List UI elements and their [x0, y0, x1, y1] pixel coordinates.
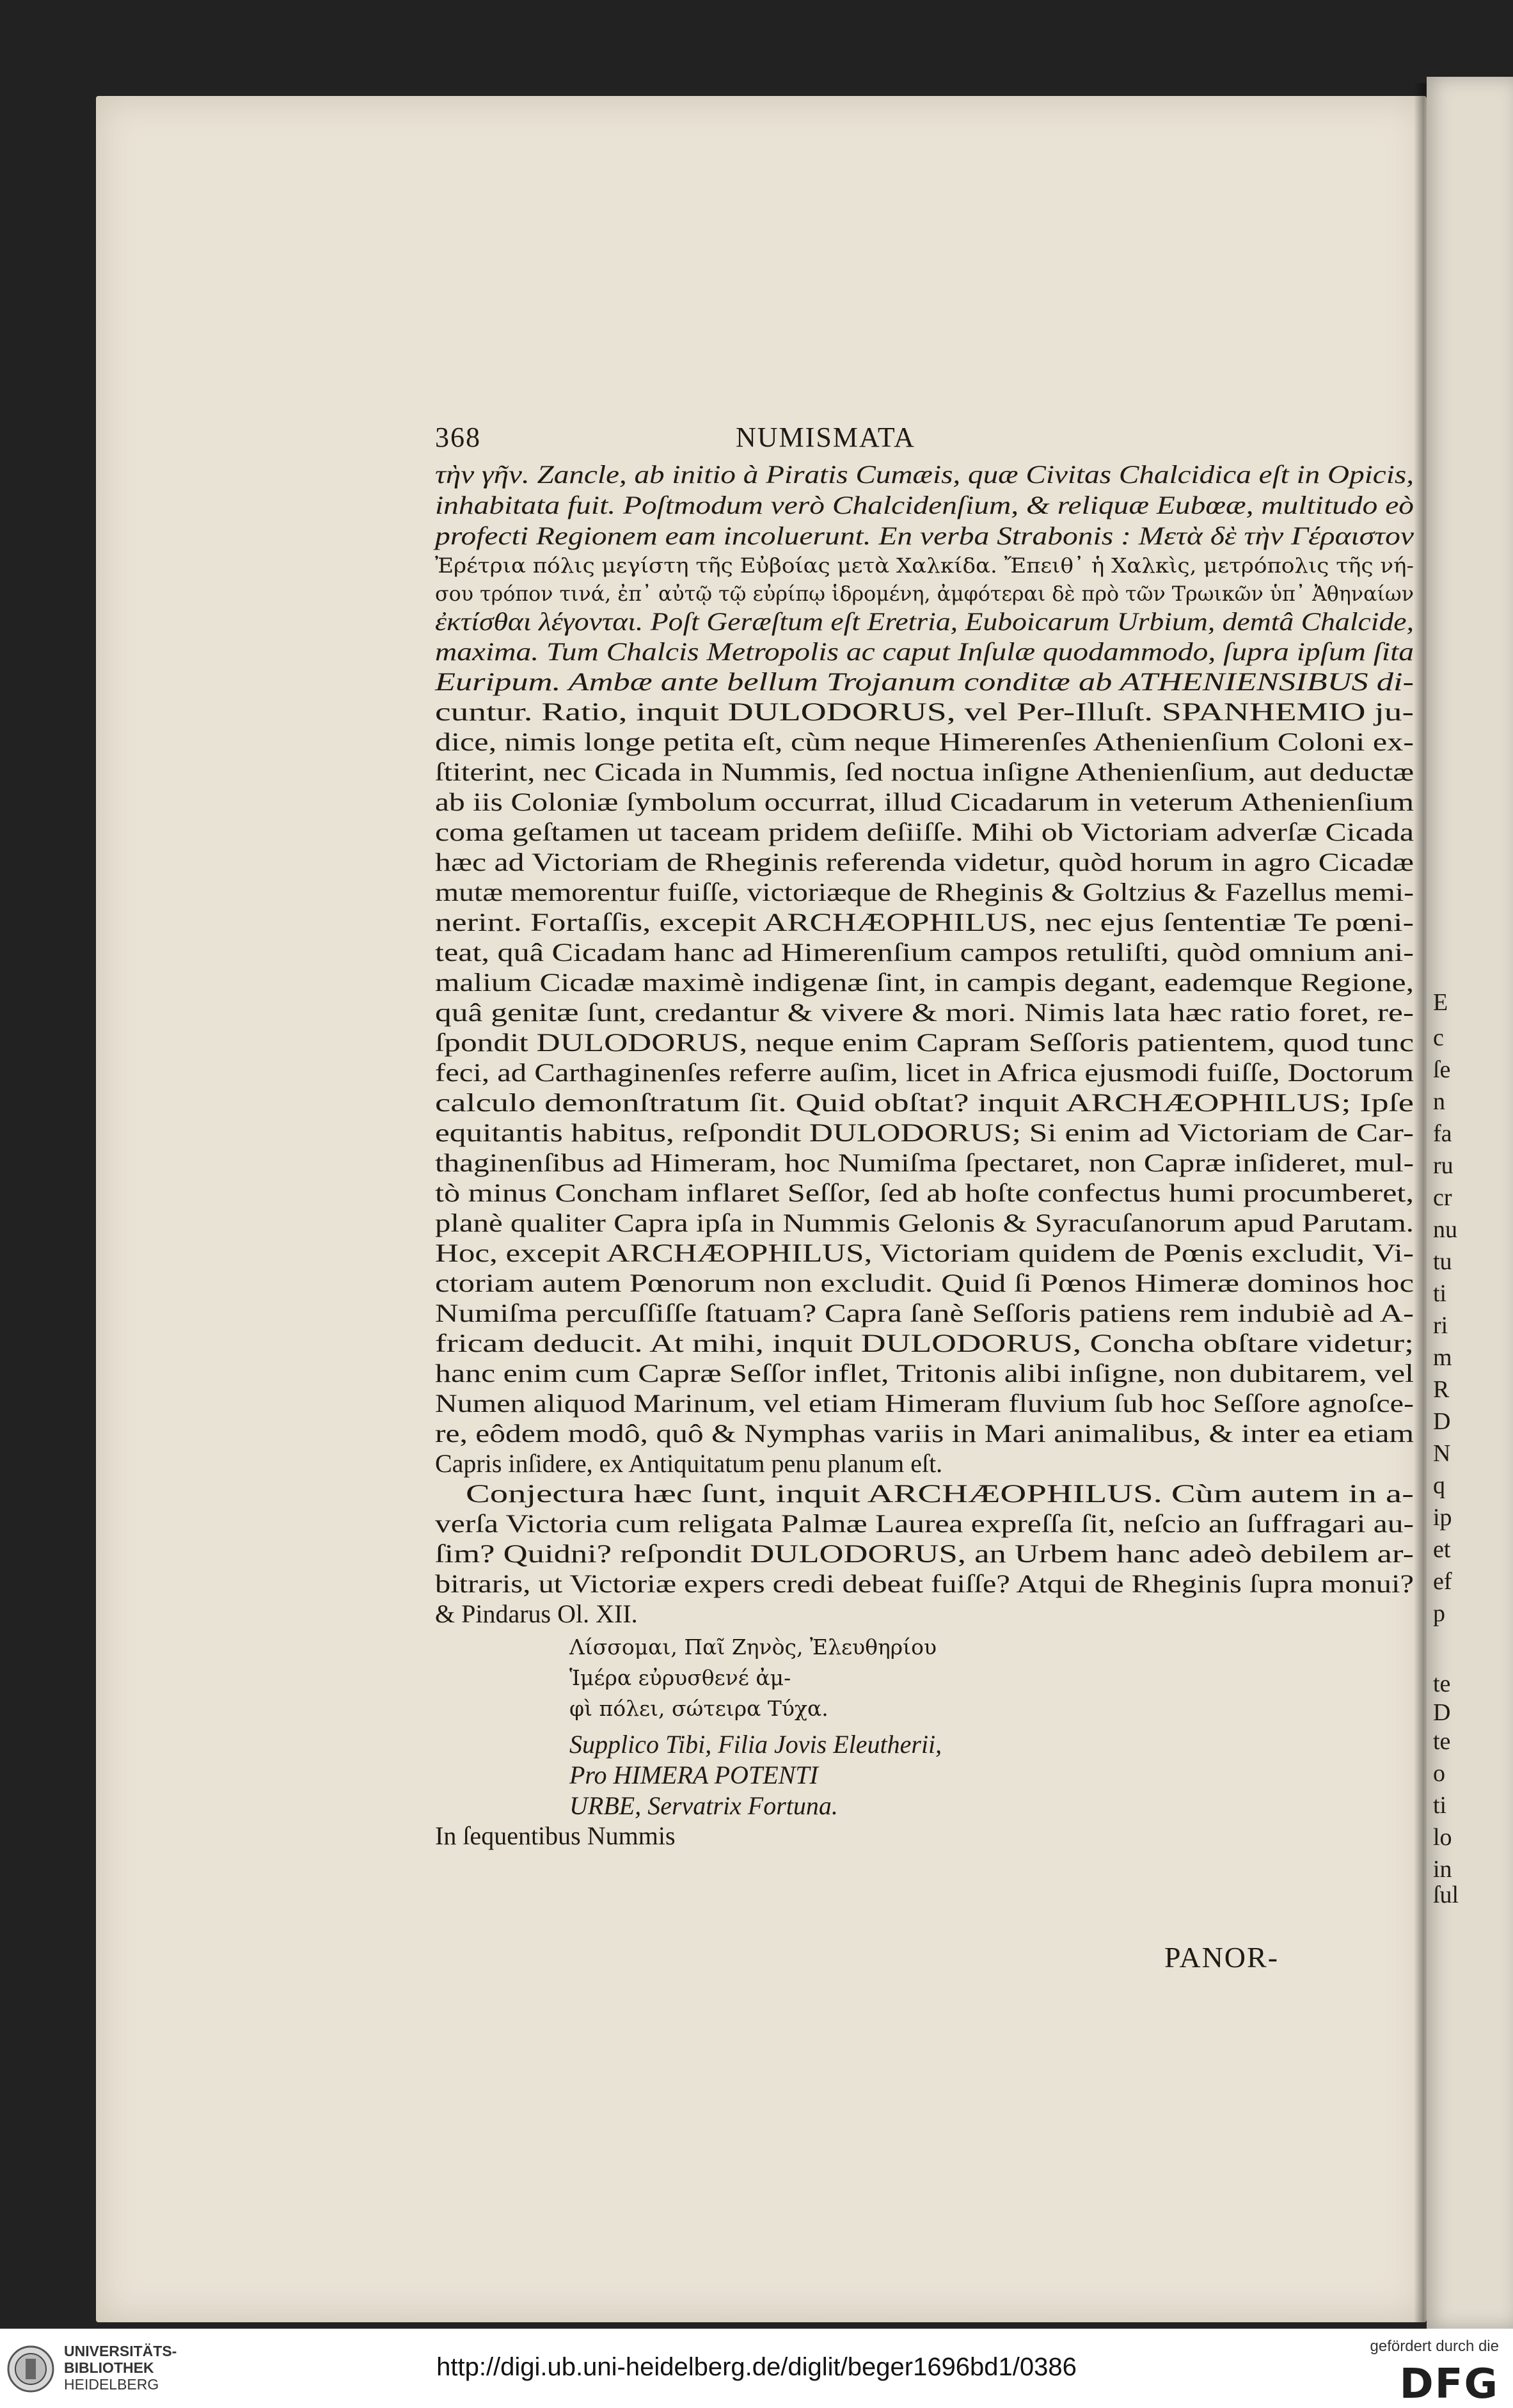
text-line: inhabitata fuit. Poſtmodum verò Chalcidenſium, & reliquæ Eubœæ, multitudo eò — [435, 491, 1414, 519]
facing-page-fragment: n — [1433, 1088, 1445, 1115]
facing-page-fragment: E — [1433, 989, 1448, 1016]
book-page — [96, 96, 1427, 2322]
text-line: thaginenſibus ad Himeram, hoc Numiſma ſpectaret, non Capræ inſideret, mul- — [435, 1148, 1414, 1177]
facing-page-fragment: ti — [1433, 1280, 1447, 1307]
text-line-greek: Ἐρέτρια πόλις μεγίστη τῆς Εὐβοίας μετὰ Χαλκίδα. Ἔπειθ᾽ ἡ Χαλκὶς, μετρόπολις τῆς νή- — [435, 553, 1414, 578]
verse-greek: Ἱμέρα εὐρυσθενέ ἀμ- — [569, 1665, 791, 1690]
text-line: & Pindarus Ol. XII. — [435, 1599, 638, 1628]
verse-latin: Pro HIMERA POTENTI — [569, 1761, 818, 1789]
verse-latin: URBE, Servatrix Fortuna. — [569, 1791, 838, 1820]
facing-page-fragment: ſul — [1433, 1881, 1459, 1908]
text-line: Hoc, excepit ARCHÆOPHILUS, Victoriam quidem de Pœnis excludit, Vi- — [435, 1239, 1414, 1267]
text-line: verſa Victoria cum religata Palmæ Laurea expreſſa ſit, neſcio an ſuffragari au- — [435, 1509, 1414, 1538]
text-line: ab iis Coloniæ ſymbolum occurrat, illud Cicadarum in veterum Athenienſium — [435, 788, 1414, 816]
facing-page-fragment: te — [1433, 1728, 1451, 1755]
text-line: dice, nimis longe petita eſt, cùm neque Himerenſes Athenienſium Coloni ex- — [435, 727, 1414, 756]
facing-page-fragment: ti — [1433, 1792, 1447, 1819]
facing-page-fragment: ſe — [1433, 1056, 1451, 1083]
page-text — [96, 96, 1427, 2322]
text-line: teat, quâ Cicadam hanc ad Himerenſium campos retuliſti, quòd omnium ani- — [435, 938, 1414, 967]
facing-page-fragment: c — [1433, 1024, 1444, 1051]
text-line: hæc ad Victoriam de Rheginis referenda videtur, quòd horum in agro Cicadæ — [435, 848, 1414, 876]
viewer-footer — [0, 2329, 1513, 2408]
text-line: Conjectura hæc ſunt, inquit ARCHÆOPHILUS. Cùm autem in a- — [466, 1479, 1414, 1508]
facing-page-fragment: fa — [1433, 1120, 1452, 1147]
text-line: Numen aliquod Marinum, vel etiam Himeram fluvium ſub hoc Seſſore agnoſce- — [435, 1389, 1414, 1418]
text-line: coma geſtamen ut taceam pridem deſiiſſe. Mihi ob Victoriam adverſæ Cicada — [435, 818, 1414, 846]
text-line: equitantis habitus, reſpondit DULODORUS; Si enim ad Victoriam de Car- — [435, 1118, 1414, 1147]
text-line: nerint. Fortaſſis, excepit ARCHÆOPHILUS, nec ejus ſententiæ Te pœni- — [435, 908, 1414, 937]
text-line: profecti Regionem eam incoluerunt. En verba Strabonis : Μετὰ δὲ τὴν Γέραιστον — [432, 521, 1414, 550]
text-line: fricam deducit. At mihi, inquit DULODORUS, Concha obſtare videtur; — [435, 1329, 1414, 1358]
facing-page-fragment: N — [1433, 1440, 1451, 1467]
text-line: calculo demonſtratum ſit. Quid obſtat? inquit ARCHÆOPHILUS; Ipſe — [435, 1088, 1414, 1117]
facing-page-fragment: nu — [1433, 1216, 1457, 1243]
facing-page-fragment: et — [1433, 1536, 1451, 1563]
institution-line: UNIVERSITÄTS- — [64, 2343, 177, 2359]
verse-greek: φὶ πόλει, σώτειρα Τύχα. — [569, 1696, 828, 1721]
verse-latin: Supplico Tibi, Filia Jovis Eleutherii, — [569, 1730, 942, 1759]
facing-page-fragment: q — [1433, 1472, 1445, 1499]
text-line: maxima. Tum Chalcis Metropolis ac caput Inſulæ quodammodo, ſupra ipſum ſita — [435, 637, 1414, 666]
institution-line: BIBLIOTHEK — [64, 2359, 154, 2376]
facing-page-fragment: cr — [1433, 1184, 1452, 1211]
text-line: In ſequentibus Nummis — [435, 1821, 676, 1850]
facing-page-fragment: ef — [1433, 1568, 1452, 1595]
text-line: quâ genitæ ſunt, credantur & vivere & mori. Nimis lata hæc ratio foret, re- — [435, 998, 1414, 1027]
text-line: ἐκτίσθαι λέγονται. Poſt Geræſtum eſt Eretria, Euboicarum Urbium, demtâ Chalcide, — [435, 607, 1414, 636]
facing-page-fragment: lo — [1433, 1824, 1452, 1851]
text-line: mutæ memorentur fuiſſe, victoriæque de Rheginis & Goltzius & Fazellus memi- — [435, 878, 1414, 907]
facing-page-fragment: D — [1433, 1699, 1451, 1726]
institution-line: HEIDELBERG — [64, 2376, 159, 2393]
facing-page-fragment: in — [1433, 1856, 1452, 1883]
text-line: feci, ad Carthaginenſes referre auſim, licet in Africa ejusmodi fuiſſe, Doctorum — [435, 1058, 1414, 1087]
facing-page-fragment: ri — [1433, 1312, 1448, 1339]
facing-page-fragment: R — [1433, 1376, 1450, 1403]
text-line: Numiſma percuſſiſſe ſtatuam? Capra ſanè Seſſoris patiens rem indubiè ad A- — [435, 1299, 1414, 1327]
verse-greek: Λίσσομαι, Παῖ Ζηνὸς, Ἐλευθηρίου — [569, 1635, 937, 1659]
facing-page-fragment: p — [1433, 1600, 1445, 1627]
funding-caption: gefördert durch die — [1370, 2338, 1499, 2355]
catchword: PANOR- — [1164, 1941, 1279, 1974]
text-line: ſpondit DULODORUS, neque enim Capram Seſſoris patientem, quod tunc — [435, 1028, 1414, 1057]
text-line: re, eôdem modô, quô & Nymphas variis in Mari animalibus, & inter ea etiam — [435, 1419, 1414, 1448]
text-line: malium Cicadæ maximè indigenæ ſint, in campis degant, eademque Regione, — [435, 968, 1414, 997]
text-line: Euripum. Ambæ ante bellum Trojanum conditæ ab ATHENIENSIBUS di- — [434, 667, 1414, 696]
text-line: planè qualiter Capra ipſa in Nummis Gelonis & Syracuſanorum apud Parutam. — [435, 1208, 1414, 1237]
facing-page-fragment: m — [1433, 1344, 1452, 1371]
facing-page-fragment: D — [1433, 1408, 1451, 1435]
text-line: ctoriam autem Pœnorum non excludit. Quid ſi Pœnos Himeræ dominos hoc — [435, 1269, 1414, 1297]
facing-page-fragment: ip — [1433, 1504, 1452, 1531]
facing-page-fragment: ru — [1433, 1152, 1454, 1179]
text-line: bitraris, ut Victoriæ expers credi debeat fuiſſe? Atqui de Rheginis ſupra monui? — [435, 1569, 1414, 1598]
text-line-greek: σου τρόπον τινά, ἐπ᾽ αὐτῷ τῷ εὐρίπῳ ἱδρομένη, ἀμφότεραι δὲ πρὸ τῶν Τρωικῶν ὑπ᾽ Ἀθηναίων — [435, 582, 1414, 606]
text-line: hanc enim cum Capræ Seſſor inflet, Tritonis alibi inſigne, non dubitarem, vel — [435, 1359, 1414, 1388]
facing-page-fragment: tu — [1433, 1248, 1452, 1275]
page-number: 368 — [435, 422, 481, 453]
dfg-logo: DFG — [1399, 2361, 1499, 2408]
text-line: cuntur. Ratio, inquit DULODORUS, vel Per-Illuſt. SPANHEMIO ju- — [435, 697, 1414, 726]
facing-page-fragment: te — [1433, 1670, 1451, 1697]
text-line: tò minus Concham inflaret Seſſor, ſed ab hoſte confectus humi procumberet, — [435, 1178, 1414, 1207]
text-line: Capris inſidere, ex Antiquitatum penu planum eſt. — [435, 1449, 943, 1478]
text-line: ſim? Quidni? reſpondit DULODORUS, an Urbem hanc adeò debilem ar- — [435, 1539, 1414, 1568]
permalink-url[interactable]: http://digi.ub.uni-heidelberg.de/diglit/beger1696bd1/0386 — [436, 2353, 1077, 2381]
facing-page-fragment: o — [1433, 1760, 1445, 1787]
text-line: ſtiterint, nec Cicada in Nummis, ſed noctua inſigne Athenienſium, aut deductæ — [435, 757, 1414, 786]
text-line: τὴν γῆν. Zancle, ab initio à Piratis Cumæis, quæ Civitas Chalcidica eſt in Opicis, — [435, 460, 1414, 489]
running-head: NUMISMATA — [736, 422, 915, 453]
facing-page-edge — [1427, 77, 1513, 2329]
